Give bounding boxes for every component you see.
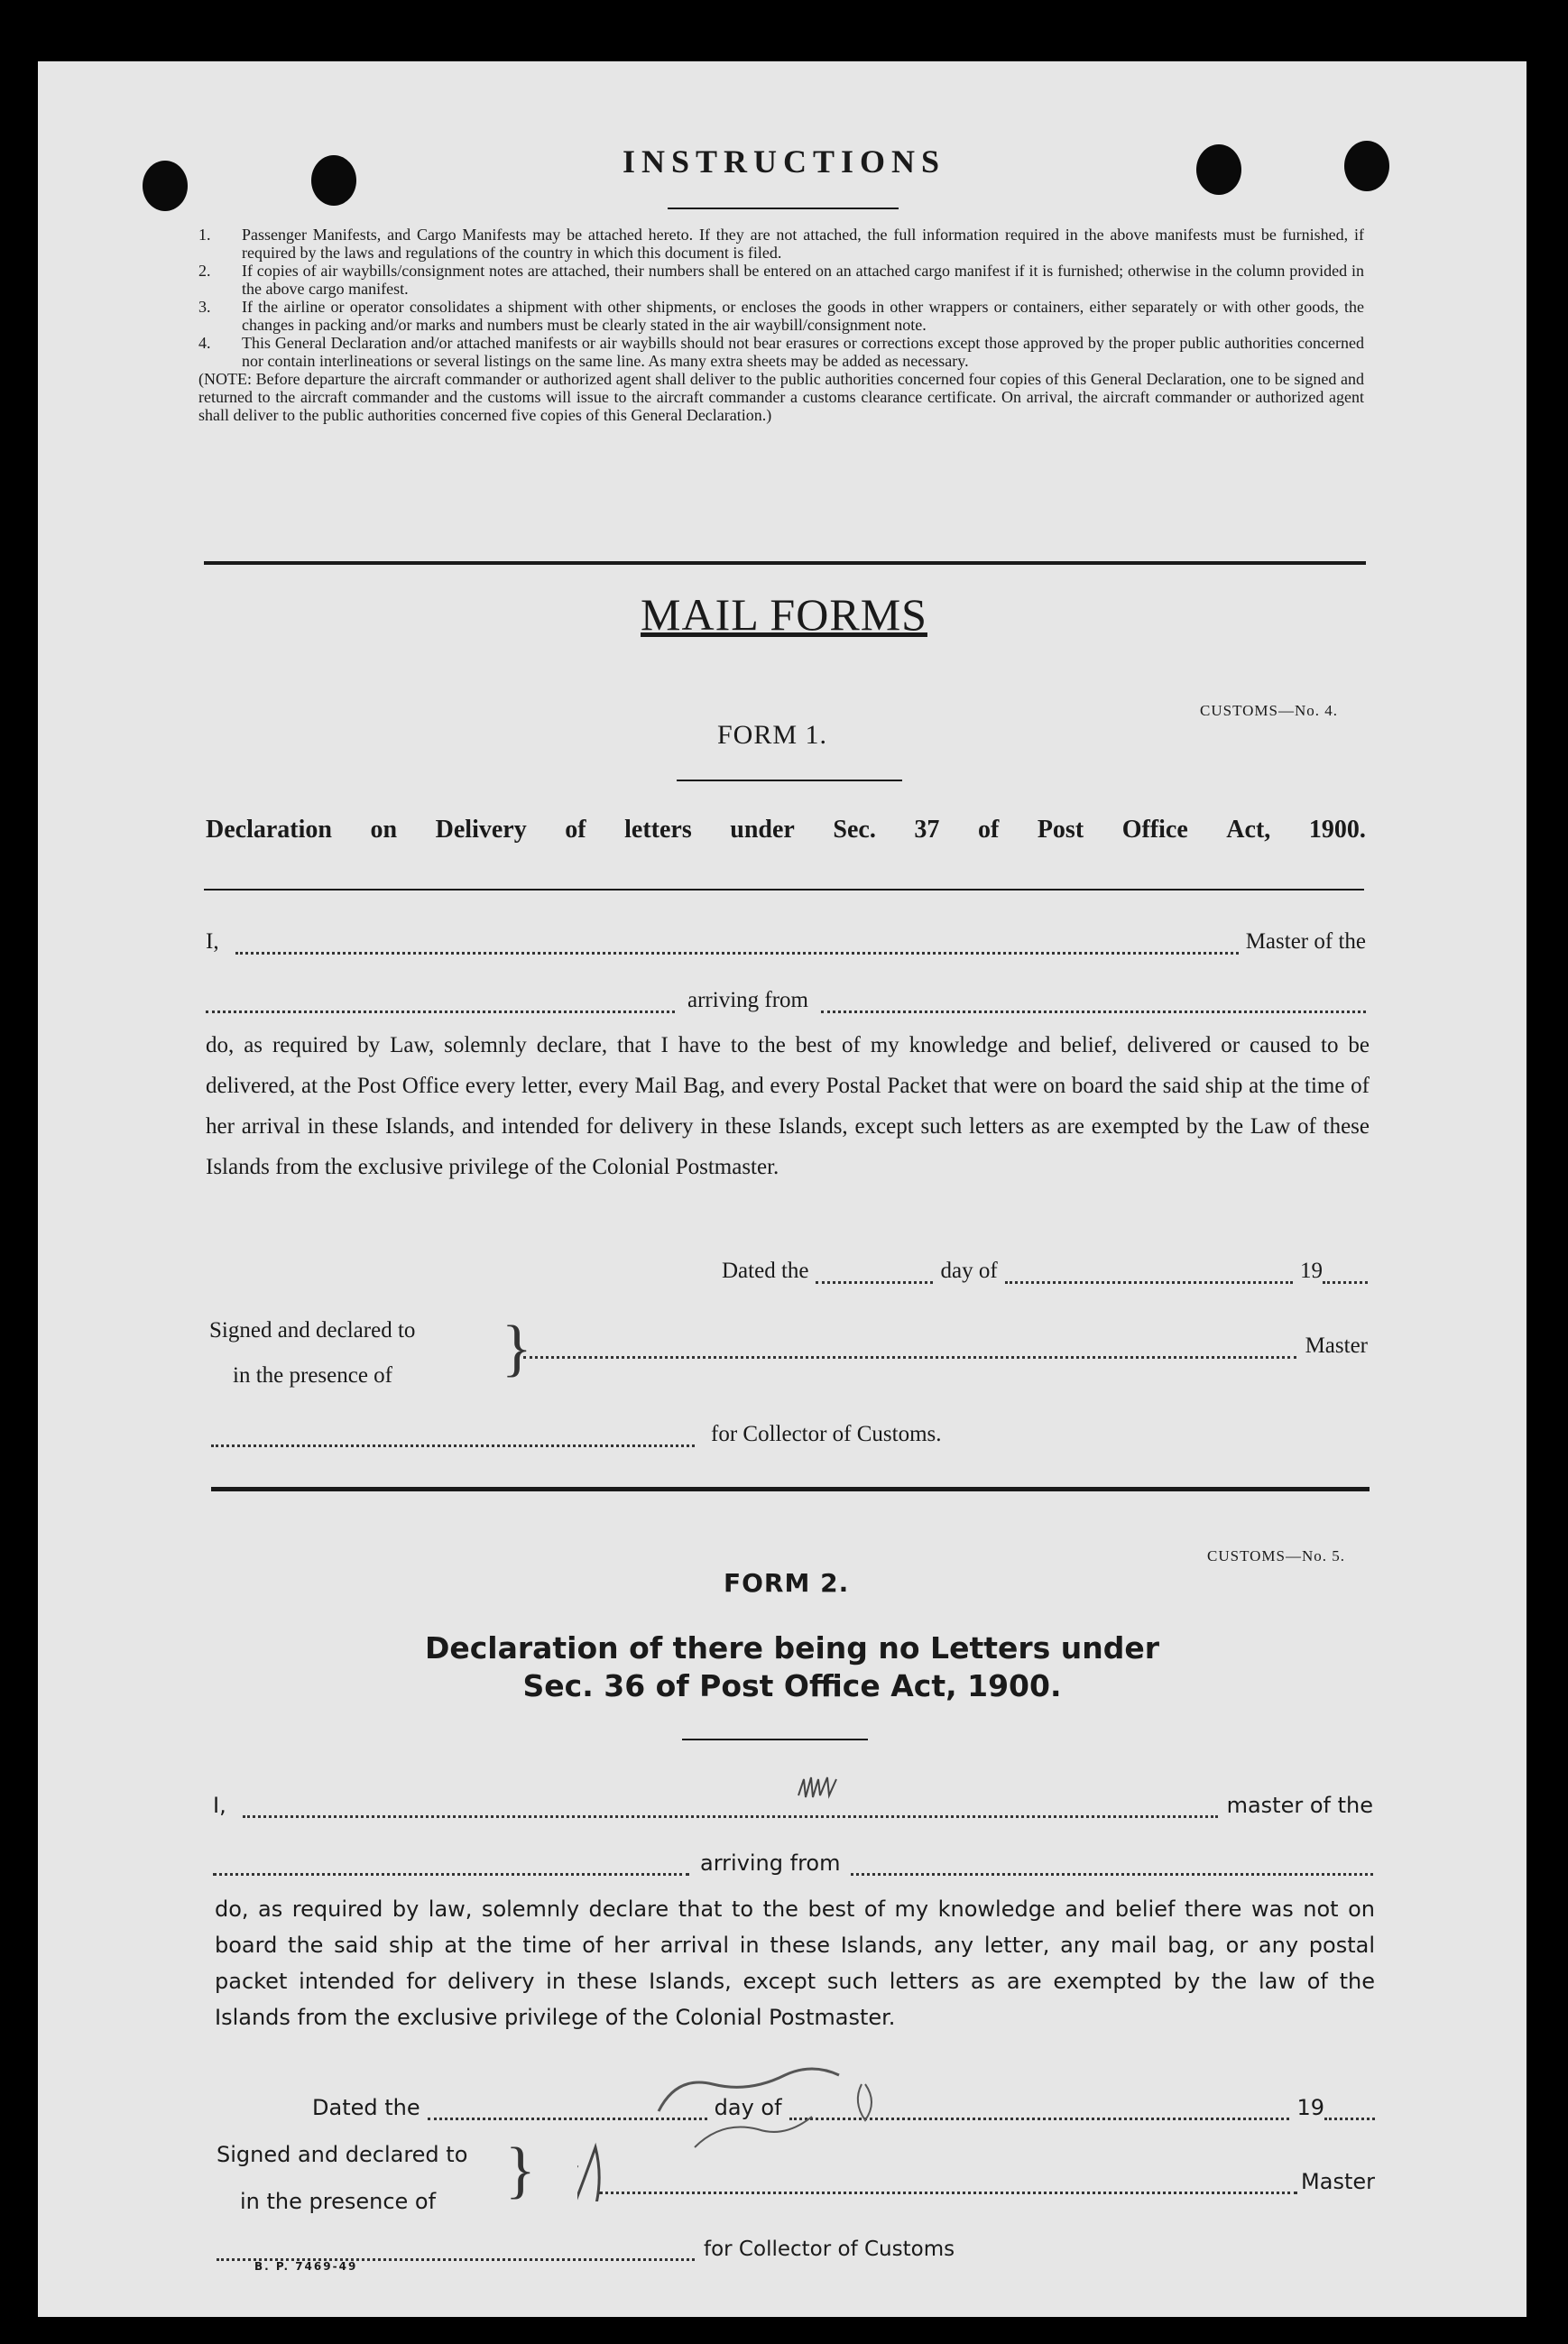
form1-collector-field[interactable] <box>211 1425 695 1447</box>
form1-arriving-from-label: arriving from <box>687 988 808 1012</box>
form1-month-field[interactable] <box>1005 1261 1293 1284</box>
form2-declaration-line1: Declaration of there being no Letters under <box>424 1630 1160 1666</box>
form1-signed-line1: Signed and declared to <box>209 1318 416 1343</box>
form2-declaration-title <box>341 1629 1243 1705</box>
form2-brace: } <box>505 2136 536 2205</box>
instruction-number: 3. <box>198 298 211 316</box>
form1-declaration-title <box>206 816 1366 844</box>
form1-collector-label: for Collector of Customs. <box>711 1422 942 1446</box>
form1-collector-row <box>211 1422 1005 1447</box>
form1-declaration-word: Post <box>1037 816 1084 844</box>
instruction-item <box>198 298 1364 334</box>
title-underline <box>668 208 899 209</box>
form1-declaration-word: Delivery <box>435 816 527 844</box>
form1-day-field[interactable] <box>816 1261 933 1284</box>
form1-signed-line2: in the presence of <box>233 1363 393 1388</box>
form2-signed-label <box>217 2131 467 2225</box>
form2-master-of-label: master of the <box>1226 1793 1373 1818</box>
form1-origin-field[interactable] <box>821 991 1366 1013</box>
form1-declaration-word: of <box>565 816 586 844</box>
form1-dated-label: Dated the <box>722 1259 809 1283</box>
form2-master-label: Master <box>1301 2169 1375 2194</box>
instruction-item <box>198 226 1364 262</box>
form2-collector-label: for Collector of Customs <box>704 2238 955 2261</box>
form2-arriving-from-label: arriving from <box>700 1850 841 1876</box>
form1-body: do, as required by Law, solemnly declare, that I have to the best of my knowledge and belief, delivered or caused to be delivered, at the Post Office every letter, every Mail Bag, and every Postal Packet that were on board the said ship at the time of her arrival in these Islands, and intended for delivery in these Islands, except such letters as are exempted by the Law of these Islands from the exclusive privilege of the Colonial Postmaster. <box>206 1033 1370 1179</box>
form2-collector-field[interactable] <box>217 2238 695 2261</box>
instruction-item <box>198 334 1364 370</box>
form1-declaration-word: Act, <box>1226 816 1271 844</box>
form1-declaration-word: on <box>370 816 398 844</box>
form1-declaration-word: 37 <box>914 816 940 844</box>
form1-year-field[interactable] <box>1323 1261 1368 1284</box>
form2-i-label: I, <box>213 1793 226 1818</box>
form2-title-rule <box>682 1739 868 1740</box>
instruction-item <box>198 262 1364 298</box>
form2-customs-number: CUSTOMS—No. 5. <box>1207 1547 1346 1564</box>
form2-collector-row <box>217 2238 1010 2261</box>
instruction-number: 2. <box>198 262 211 280</box>
section-divider <box>204 561 1366 565</box>
form1-declaration-word: Office <box>1121 816 1188 844</box>
form1-title: FORM 1. <box>717 720 828 750</box>
form1-day-of-label: day of <box>940 1259 998 1283</box>
form1-arriving-row <box>206 988 1366 1013</box>
form1-year-label: 19 <box>1300 1259 1323 1283</box>
form2-signed-line1: Signed and declared to <box>217 2142 468 2167</box>
instructions-note: (NOTE: Before departure the aircraft commander or authorized agent shall deliver to the public authorities concerned four copies of this General Declaration, one to be signed and returned to the aircraft commander and the customs will issue to the aircraft commander a customs clearance certificate. On arrival, the aircraft commander or authorized agent shall deliver to the public authorities concerned five copies of this General Declaration.) <box>198 370 1364 424</box>
instruction-text: This General Declaration and/or attached manifests or air waybills should not bear erasures or corrections except those approved by the proper public authorities concerned nor contain interlineations or several listings on the same line. As many extra sheets may be added as necessary. <box>242 334 1364 370</box>
form1-customs-number: CUSTOMS—No. 4. <box>1200 702 1339 719</box>
form1-declaration-word: letters <box>624 816 692 844</box>
mail-forms-title: MAIL FORMS <box>641 589 927 640</box>
instructions-title: INSTRUCTIONS <box>622 143 946 180</box>
form1-master-signature-field[interactable] <box>523 1336 1296 1359</box>
instruction-text: If the airline or operator consolidates a shipment with other shipments, or encloses the goods in other wrappers or containers, either separately or with other goods, the changes in packing and/or marks and numbers must be clearly stated in the air waybill/consignment note. <box>242 298 1364 334</box>
form2-declaration-line2: Sec. 36 of Post Office Act, 1900. <box>522 1668 1062 1703</box>
form1-ship-field[interactable] <box>206 991 675 1013</box>
printer-code: B. P. 7469-49 <box>254 2260 358 2273</box>
form2-body: do, as required by law, solemnly declare that to the best of my knowledge and belief there was not on board the said ship at the time of her arrival in these Islands, any letter, any mail bag, or any postal packet intended for delivery in these Islands, except such letters as are exempted by the law of the Islands from the exclusive privilege of the Colonial Postmaster. <box>215 1896 1375 2030</box>
form2-signed-line2: in the presence of <box>240 2189 437 2214</box>
form1-declaration-word: of <box>977 816 1000 844</box>
handwriting-marks <box>577 1768 938 2201</box>
form1-declaration-word: 1900. <box>1308 816 1366 844</box>
form1-name-field[interactable] <box>235 932 1239 955</box>
instruction-number: 1. <box>198 226 211 244</box>
instruction-text: Passenger Manifests, and Cargo Manifests may be attached hereto. If they are not attached, the full information required in the above manifests must be furnished, if required by the laws and regulations of the country in which this document is filed. <box>242 226 1364 262</box>
form1-master-label: Master <box>1305 1333 1368 1358</box>
form1-declaration-word: Declaration <box>206 816 332 844</box>
form2-dated-label: Dated the <box>312 2095 420 2120</box>
form1-i-label: I, <box>206 929 219 954</box>
form-divider <box>211 1487 1370 1491</box>
instruction-number: 4. <box>198 334 211 352</box>
form1-dated-row <box>722 1259 1368 1284</box>
form2-year-field[interactable] <box>1324 2098 1375 2120</box>
form2-year-label: 19 <box>1296 2095 1324 2120</box>
form1-declaration-word: under <box>730 816 795 844</box>
form2-day-of-label: day of <box>714 2095 782 2120</box>
form1-name-row <box>206 929 1366 955</box>
form1-master-row <box>523 1333 1368 1359</box>
form1-master-of-label: Master of the <box>1245 929 1366 954</box>
form1-title-rule <box>677 780 902 781</box>
form1-signed-label <box>209 1308 415 1398</box>
instructions-list <box>198 226 1364 424</box>
instruction-text: If copies of air waybills/consignment notes are attached, their numbers shall be entered on an attached cargo manifest if it is furnished; otherwise in the column provided in the above cargo manifest. <box>242 262 1364 298</box>
form1-rule <box>204 889 1364 891</box>
form2-title: FORM 2. <box>724 1568 850 1598</box>
form1-brace: } <box>502 1314 532 1383</box>
form1-declaration-word: Sec. <box>833 816 876 844</box>
